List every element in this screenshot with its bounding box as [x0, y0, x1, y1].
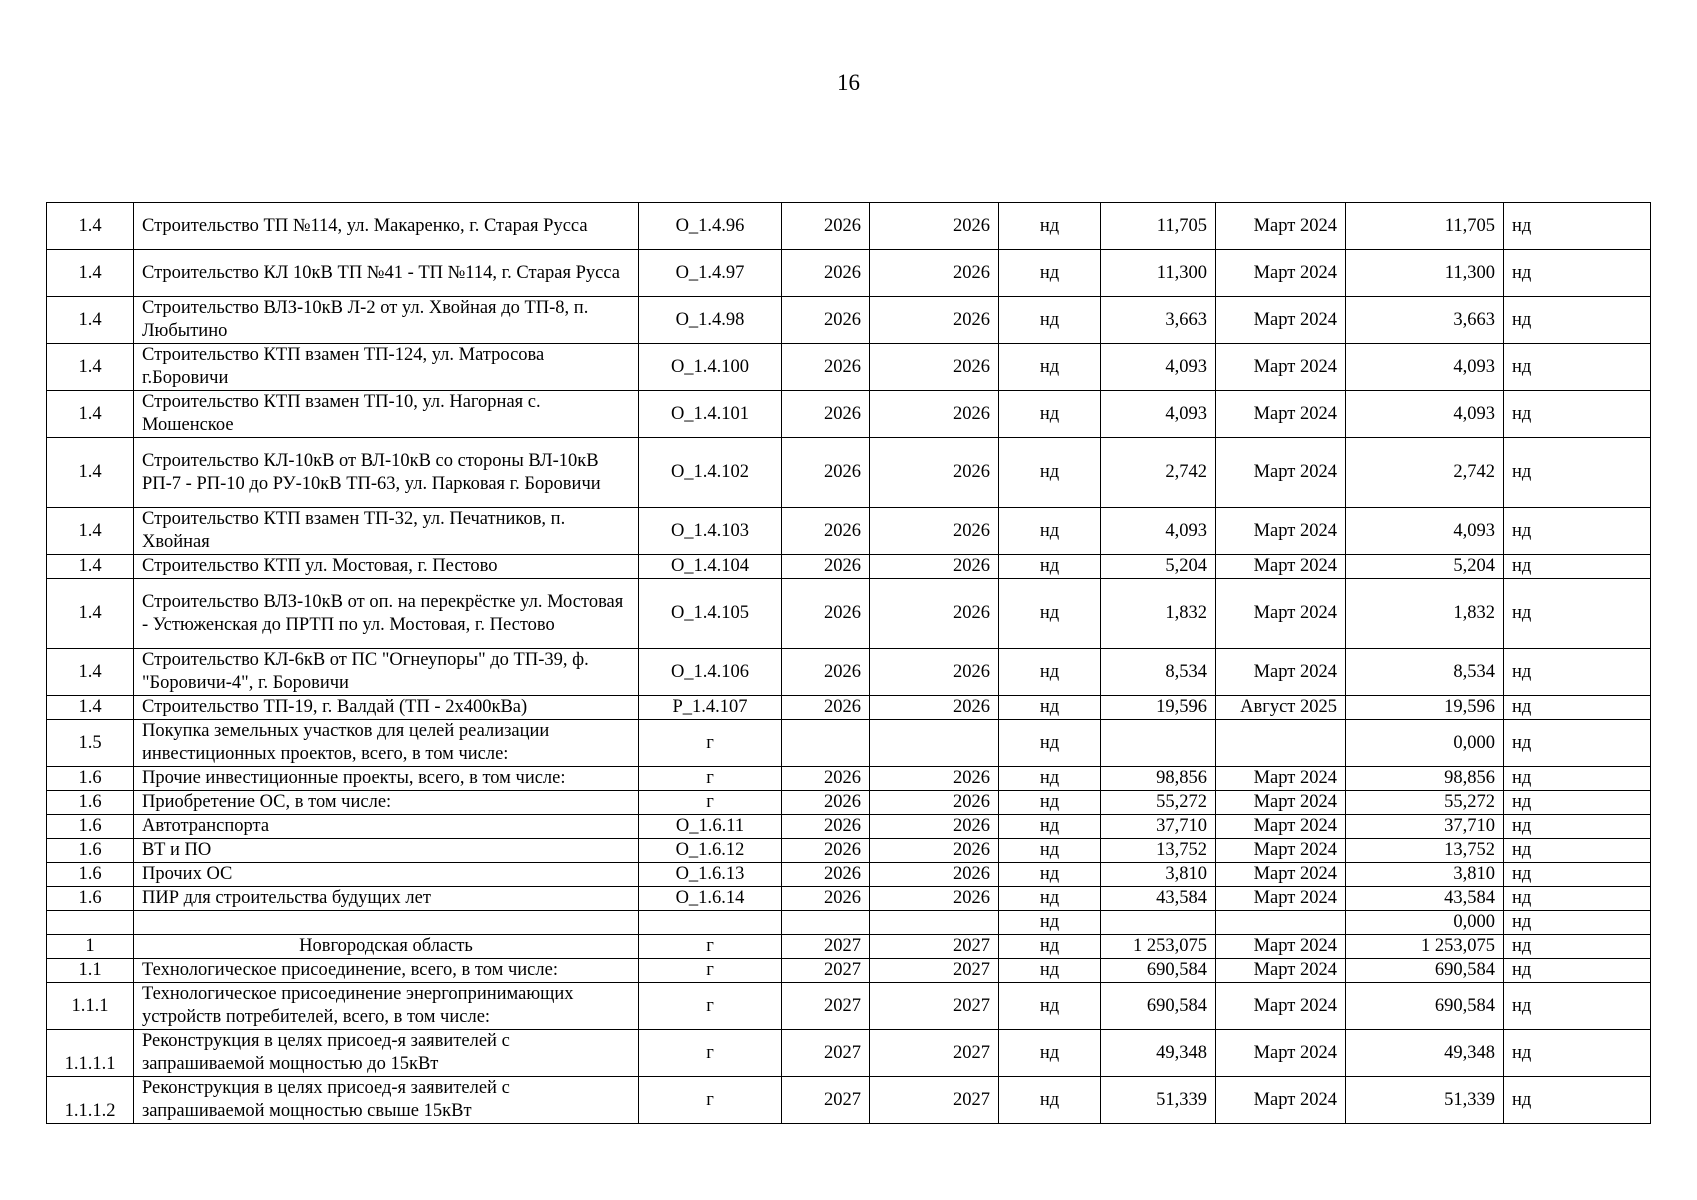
- cell-status-nd: нд: [999, 983, 1101, 1030]
- cell-status-nd-2: нд: [1504, 959, 1651, 983]
- cell-year-end: 2027: [870, 959, 999, 983]
- cell-year-start: 2026: [782, 508, 870, 555]
- cell-value: [1101, 720, 1216, 767]
- cell-project-code: г: [639, 935, 782, 959]
- cell-status-nd: нд: [999, 250, 1101, 297]
- cell-row-number: 1.4: [47, 579, 134, 649]
- cell-project-name: Строительство КТП взамен ТП-32, ул. Печатников, п. Хвойная: [134, 508, 639, 555]
- cell-year-start: 2026: [782, 839, 870, 863]
- cell-status-nd-2: нд: [1504, 508, 1651, 555]
- cell-year-end: 2026: [870, 579, 999, 649]
- cell-project-name: Строительство КТП взамен ТП-124, ул. Матросова г.Боровичи: [134, 344, 639, 391]
- cell-year-start: 2027: [782, 983, 870, 1030]
- cell-project-code: г: [639, 959, 782, 983]
- cell-total-value: 0,000: [1346, 720, 1504, 767]
- table-row: [47, 649, 1651, 696]
- cell-row-number: 1.4: [47, 649, 134, 696]
- cell-total-value: 1 253,075: [1346, 935, 1504, 959]
- cell-row-number: 1.4: [47, 203, 134, 250]
- cell-project-name: Строительство ВЛЗ-10кВ Л-2 от ул. Хвойная до ТП-8, п. Любытино: [134, 297, 639, 344]
- cell-value: 43,584: [1101, 887, 1216, 911]
- cell-project-name: Реконструкция в целях присоед-я заявителей с запрашиваемой мощностью до 15кВт: [134, 1030, 639, 1077]
- cell-project-code: О_1.4.98: [639, 297, 782, 344]
- cell-year-start: [782, 720, 870, 767]
- cell-project-code: О_1.4.101: [639, 391, 782, 438]
- cell-total-value: 5,204: [1346, 555, 1504, 579]
- page-number: 16: [837, 70, 860, 95]
- cell-total-value: 8,534: [1346, 649, 1504, 696]
- cell-status-nd: нд: [999, 438, 1101, 508]
- cell-year-start: 2026: [782, 438, 870, 508]
- cell-row-number: 1.6: [47, 815, 134, 839]
- cell-value: 2,742: [1101, 438, 1216, 508]
- table-row: [47, 1030, 1651, 1077]
- cell-status-nd-2: нд: [1504, 696, 1651, 720]
- cell-price-date: Март 2024: [1216, 767, 1346, 791]
- cell-value: 4,093: [1101, 391, 1216, 438]
- cell-row-number: 1.1.1.1: [47, 1030, 134, 1077]
- table-row: [47, 391, 1651, 438]
- table-row: [47, 344, 1651, 391]
- cell-total-value: 690,584: [1346, 959, 1504, 983]
- cell-status-nd: нд: [999, 911, 1101, 935]
- cell-year-start: 2027: [782, 935, 870, 959]
- cell-status-nd: нд: [999, 1030, 1101, 1077]
- cell-status-nd: нд: [999, 391, 1101, 438]
- cell-status-nd-2: нд: [1504, 555, 1651, 579]
- cell-project-code: О_1.4.102: [639, 438, 782, 508]
- table-row: [47, 959, 1651, 983]
- cell-year-end: 2027: [870, 1030, 999, 1077]
- cell-year-end: 2026: [870, 649, 999, 696]
- cell-total-value: 2,742: [1346, 438, 1504, 508]
- cell-value: 4,093: [1101, 344, 1216, 391]
- cell-total-value: 43,584: [1346, 887, 1504, 911]
- table-row: [47, 983, 1651, 1030]
- cell-row-number: 1.4: [47, 508, 134, 555]
- cell-row-number: 1.6: [47, 863, 134, 887]
- table-row: [47, 767, 1651, 791]
- cell-project-code: О_1.4.97: [639, 250, 782, 297]
- table-row: [47, 250, 1651, 297]
- cell-status-nd-2: нд: [1504, 815, 1651, 839]
- cell-value: 55,272: [1101, 791, 1216, 815]
- cell-year-start: 2026: [782, 391, 870, 438]
- cell-status-nd-2: нд: [1504, 1030, 1651, 1077]
- cell-project-name: Покупка земельных участков для целей реализации инвестиционных проектов, всего, в том числе:: [134, 720, 639, 767]
- cell-project-code: О_1.4.103: [639, 508, 782, 555]
- cell-value: 98,856: [1101, 767, 1216, 791]
- cell-project-code: г: [639, 1030, 782, 1077]
- cell-value: 1 253,075: [1101, 935, 1216, 959]
- table-row: [47, 508, 1651, 555]
- table-row: [47, 297, 1651, 344]
- table-row: [47, 696, 1651, 720]
- cell-project-code: О_1.4.96: [639, 203, 782, 250]
- cell-price-date: Март 2024: [1216, 508, 1346, 555]
- cell-status-nd: нд: [999, 203, 1101, 250]
- cell-project-name: Новгородская область: [134, 935, 639, 959]
- cell-project-name: Автотранспорта: [134, 815, 639, 839]
- cell-status-nd-2: нд: [1504, 203, 1651, 250]
- cell-project-name: Строительство ВЛЗ-10кВ от оп. на перекрёстке ул. Мостовая - Устюженская до ПРТП по ул. Мостовая, г. Пестово: [134, 579, 639, 649]
- cell-status-nd-2: нд: [1504, 935, 1651, 959]
- cell-value: 1,832: [1101, 579, 1216, 649]
- cell-status-nd: нд: [999, 887, 1101, 911]
- cell-total-value: 11,300: [1346, 250, 1504, 297]
- cell-status-nd-2: нд: [1504, 791, 1651, 815]
- cell-row-number: 1.4: [47, 555, 134, 579]
- cell-total-value: 4,093: [1346, 344, 1504, 391]
- cell-row-number: 1.6: [47, 887, 134, 911]
- cell-year-start: 2026: [782, 555, 870, 579]
- cell-year-end: 2027: [870, 983, 999, 1030]
- cell-project-name: Строительство КЛ 10кВ ТП №41 - ТП №114, г. Старая Русса: [134, 250, 639, 297]
- cell-row-number: 1: [47, 935, 134, 959]
- cell-row-number: 1.4: [47, 297, 134, 344]
- cell-status-nd-2: нд: [1504, 250, 1651, 297]
- table-row: [47, 791, 1651, 815]
- cell-year-end: 2026: [870, 203, 999, 250]
- cell-project-name: Строительство КТП взамен ТП-10, ул. Нагорная с. Мошенское: [134, 391, 639, 438]
- cell-year-end: 2026: [870, 887, 999, 911]
- cell-row-number: 1.6: [47, 839, 134, 863]
- cell-price-date: [1216, 911, 1346, 935]
- cell-year-end: [870, 911, 999, 935]
- cell-year-start: 2026: [782, 696, 870, 720]
- cell-value: 13,752: [1101, 839, 1216, 863]
- table-row: [47, 815, 1651, 839]
- table-row: [47, 887, 1651, 911]
- cell-row-number: 1.4: [47, 696, 134, 720]
- cell-year-end: 2026: [870, 438, 999, 508]
- cell-row-number: 1.4: [47, 344, 134, 391]
- cell-status-nd: нд: [999, 579, 1101, 649]
- cell-status-nd: нд: [999, 696, 1101, 720]
- cell-project-code: О_1.6.11: [639, 815, 782, 839]
- cell-year-end: 2027: [870, 1077, 999, 1124]
- cell-status-nd: нд: [999, 1077, 1101, 1124]
- cell-price-date: Март 2024: [1216, 579, 1346, 649]
- cell-price-date: Март 2024: [1216, 863, 1346, 887]
- cell-price-date: Март 2024: [1216, 297, 1346, 344]
- cell-status-nd: нд: [999, 508, 1101, 555]
- cell-row-number: [47, 911, 134, 935]
- cell-project-code: [639, 911, 782, 935]
- cell-project-code: г: [639, 1077, 782, 1124]
- cell-value: 19,596: [1101, 696, 1216, 720]
- table-row: [47, 1077, 1651, 1124]
- cell-year-end: 2026: [870, 863, 999, 887]
- cell-year-start: [782, 911, 870, 935]
- cell-price-date: Август 2025: [1216, 696, 1346, 720]
- cell-price-date: Март 2024: [1216, 959, 1346, 983]
- cell-row-number: 1.1.1: [47, 983, 134, 1030]
- table-row: [47, 579, 1651, 649]
- cell-status-nd: нд: [999, 555, 1101, 579]
- investment-program-table: [46, 202, 1651, 1124]
- cell-year-start: 2026: [782, 815, 870, 839]
- cell-price-date: Март 2024: [1216, 250, 1346, 297]
- cell-price-date: Март 2024: [1216, 203, 1346, 250]
- cell-price-date: Март 2024: [1216, 839, 1346, 863]
- cell-project-name: Строительство КЛ-6кВ от ПС "Огнеупоры" до ТП-39, ф. "Боровичи-4", г. Боровичи: [134, 649, 639, 696]
- cell-project-code: О_1.4.105: [639, 579, 782, 649]
- cell-year-start: 2026: [782, 297, 870, 344]
- cell-status-nd-2: нд: [1504, 649, 1651, 696]
- cell-value: [1101, 911, 1216, 935]
- cell-project-name: ПИР для строительства будущих лет: [134, 887, 639, 911]
- cell-price-date: Март 2024: [1216, 438, 1346, 508]
- cell-status-nd-2: нд: [1504, 887, 1651, 911]
- cell-price-date: Март 2024: [1216, 1077, 1346, 1124]
- cell-status-nd: нд: [999, 959, 1101, 983]
- cell-price-date: Март 2024: [1216, 887, 1346, 911]
- cell-project-code: г: [639, 983, 782, 1030]
- cell-total-value: 4,093: [1346, 391, 1504, 438]
- cell-status-nd-2: нд: [1504, 863, 1651, 887]
- cell-total-value: 1,832: [1346, 579, 1504, 649]
- table-row: [47, 203, 1651, 250]
- cell-project-code: г: [639, 767, 782, 791]
- cell-year-start: 2026: [782, 767, 870, 791]
- cell-year-start: 2026: [782, 250, 870, 297]
- cell-value: 690,584: [1101, 983, 1216, 1030]
- cell-status-nd: нд: [999, 935, 1101, 959]
- cell-status-nd-2: нд: [1504, 391, 1651, 438]
- cell-price-date: Март 2024: [1216, 935, 1346, 959]
- cell-project-code: О_1.4.106: [639, 649, 782, 696]
- cell-project-name: Строительство ТП №114, ул. Макаренко, г. Старая Русса: [134, 203, 639, 250]
- cell-status-nd: нд: [999, 344, 1101, 391]
- cell-project-name: Прочих ОС: [134, 863, 639, 887]
- cell-value: 49,348: [1101, 1030, 1216, 1077]
- cell-project-code: г: [639, 720, 782, 767]
- cell-status-nd: нд: [999, 791, 1101, 815]
- cell-total-value: 690,584: [1346, 983, 1504, 1030]
- cell-year-end: 2026: [870, 250, 999, 297]
- cell-total-value: 3,663: [1346, 297, 1504, 344]
- cell-year-start: 2027: [782, 1077, 870, 1124]
- cell-value: 8,534: [1101, 649, 1216, 696]
- cell-value: 11,705: [1101, 203, 1216, 250]
- table-row: [47, 555, 1651, 579]
- cell-year-start: 2026: [782, 791, 870, 815]
- cell-year-end: 2026: [870, 767, 999, 791]
- cell-row-number: 1.1: [47, 959, 134, 983]
- cell-year-end: 2026: [870, 839, 999, 863]
- cell-project-code: Р_1.4.107: [639, 696, 782, 720]
- cell-status-nd-2: нд: [1504, 438, 1651, 508]
- table-row: [47, 839, 1651, 863]
- cell-year-end: 2026: [870, 815, 999, 839]
- cell-price-date: Март 2024: [1216, 555, 1346, 579]
- cell-total-value: 51,339: [1346, 1077, 1504, 1124]
- cell-project-code: О_1.4.100: [639, 344, 782, 391]
- cell-row-number: 1.6: [47, 767, 134, 791]
- cell-project-code: г: [639, 791, 782, 815]
- cell-value: 51,339: [1101, 1077, 1216, 1124]
- cell-value: 37,710: [1101, 815, 1216, 839]
- cell-total-value: 37,710: [1346, 815, 1504, 839]
- cell-status-nd-2: нд: [1504, 579, 1651, 649]
- cell-status-nd-2: нд: [1504, 983, 1651, 1030]
- cell-status-nd: нд: [999, 720, 1101, 767]
- cell-status-nd-2: нд: [1504, 911, 1651, 935]
- cell-year-end: 2026: [870, 297, 999, 344]
- cell-project-code: О_1.6.13: [639, 863, 782, 887]
- cell-year-end: 2026: [870, 791, 999, 815]
- table-row: [47, 720, 1651, 767]
- cell-status-nd-2: нд: [1504, 839, 1651, 863]
- cell-value: 11,300: [1101, 250, 1216, 297]
- cell-row-number: 1.6: [47, 791, 134, 815]
- cell-row-number: 1.4: [47, 391, 134, 438]
- cell-row-number: 1.5: [47, 720, 134, 767]
- table-row: [47, 438, 1651, 508]
- cell-project-code: О_1.6.12: [639, 839, 782, 863]
- cell-year-start: 2027: [782, 959, 870, 983]
- cell-status-nd-2: нд: [1504, 297, 1651, 344]
- cell-value: 5,204: [1101, 555, 1216, 579]
- cell-year-start: 2026: [782, 579, 870, 649]
- cell-year-start: 2026: [782, 649, 870, 696]
- cell-project-name: Приобретение ОС, в том числе:: [134, 791, 639, 815]
- cell-project-code: О_1.6.14: [639, 887, 782, 911]
- cell-year-end: 2026: [870, 391, 999, 438]
- cell-project-name: ВТ и ПО: [134, 839, 639, 863]
- cell-project-name: Строительство КЛ-10кВ от ВЛ-10кВ со стороны ВЛ-10кВ РП-7 - РП-10 до РУ-10кВ ТП-63, ул. Парковая г. Боровичи: [134, 438, 639, 508]
- cell-total-value: 49,348: [1346, 1030, 1504, 1077]
- cell-project-name: Технологическое присоединение, всего, в том числе:: [134, 959, 639, 983]
- cell-value: 690,584: [1101, 959, 1216, 983]
- cell-total-value: 11,705: [1346, 203, 1504, 250]
- table-row: [47, 911, 1651, 935]
- cell-price-date: Март 2024: [1216, 815, 1346, 839]
- cell-year-end: 2026: [870, 344, 999, 391]
- cell-project-name: Прочие инвестиционные проекты, всего, в том числе:: [134, 767, 639, 791]
- cell-total-value: 3,810: [1346, 863, 1504, 887]
- cell-year-end: 2026: [870, 508, 999, 555]
- cell-project-name: Строительство КТП ул. Мостовая, г. Пестово: [134, 555, 639, 579]
- cell-price-date: [1216, 720, 1346, 767]
- table-row: [47, 863, 1651, 887]
- cell-row-number: 1.1.1.2: [47, 1077, 134, 1124]
- cell-total-value: 0,000: [1346, 911, 1504, 935]
- cell-project-name: Технологическое присоединение энергопринимающих устройств потребителей, всего, в том числе:: [134, 983, 639, 1030]
- cell-total-value: 13,752: [1346, 839, 1504, 863]
- cell-year-start: 2027: [782, 1030, 870, 1077]
- cell-year-end: 2027: [870, 935, 999, 959]
- cell-total-value: 4,093: [1346, 508, 1504, 555]
- cell-total-value: 19,596: [1346, 696, 1504, 720]
- cell-year-start: 2026: [782, 887, 870, 911]
- cell-year-end: 2026: [870, 696, 999, 720]
- cell-status-nd: нд: [999, 863, 1101, 887]
- table-row: [47, 935, 1651, 959]
- cell-status-nd: нд: [999, 839, 1101, 863]
- cell-price-date: Март 2024: [1216, 391, 1346, 438]
- cell-status-nd: нд: [999, 767, 1101, 791]
- cell-status-nd: нд: [999, 297, 1101, 344]
- cell-year-end: [870, 720, 999, 767]
- cell-total-value: 98,856: [1346, 767, 1504, 791]
- cell-value: 3,810: [1101, 863, 1216, 887]
- cell-status-nd-2: нд: [1504, 720, 1651, 767]
- cell-status-nd: нд: [999, 815, 1101, 839]
- cell-year-start: 2026: [782, 863, 870, 887]
- cell-status-nd-2: нд: [1504, 767, 1651, 791]
- cell-status-nd: нд: [999, 649, 1101, 696]
- cell-price-date: Март 2024: [1216, 1030, 1346, 1077]
- cell-project-name: Реконструкция в целях присоед-я заявителей с запрашиваемой мощностью свыше 15кВт: [134, 1077, 639, 1124]
- cell-project-name: [134, 911, 639, 935]
- cell-year-start: 2026: [782, 203, 870, 250]
- cell-price-date: Март 2024: [1216, 791, 1346, 815]
- cell-status-nd-2: нд: [1504, 344, 1651, 391]
- cell-project-name: Строительство ТП-19, г. Валдай (ТП - 2х400кВа): [134, 696, 639, 720]
- cell-row-number: 1.4: [47, 438, 134, 508]
- cell-price-date: Март 2024: [1216, 983, 1346, 1030]
- cell-year-start: 2026: [782, 344, 870, 391]
- cell-total-value: 55,272: [1346, 791, 1504, 815]
- cell-price-date: Март 2024: [1216, 649, 1346, 696]
- cell-status-nd-2: нд: [1504, 1077, 1651, 1124]
- cell-value: 3,663: [1101, 297, 1216, 344]
- cell-project-code: О_1.4.104: [639, 555, 782, 579]
- cell-year-end: 2026: [870, 555, 999, 579]
- cell-price-date: Март 2024: [1216, 344, 1346, 391]
- cell-value: 4,093: [1101, 508, 1216, 555]
- cell-row-number: 1.4: [47, 250, 134, 297]
